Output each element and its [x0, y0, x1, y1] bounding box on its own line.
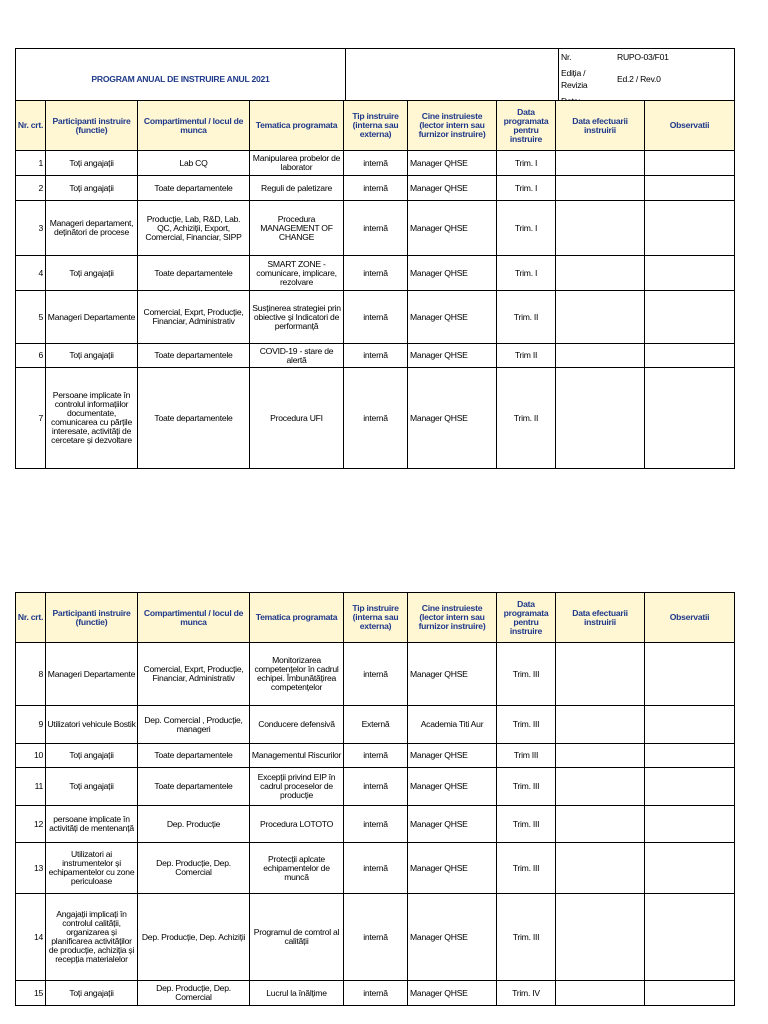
column-header-tematica: Tematica programata	[250, 101, 344, 151]
cell-nr-crt: 10	[16, 744, 46, 768]
cell-compartiment: Toate departamentele	[138, 176, 250, 201]
cell-data-programata: Trim. II	[497, 291, 556, 344]
cell-cine-instruieste: Manager QHSE	[408, 176, 497, 201]
cell-tematica: Procedura MANAGEMENT OF CHANGE	[250, 201, 344, 256]
cell-compartiment: Dep. Comercial , Producție, manageri	[138, 706, 250, 744]
cell-data-programata: Trim III	[497, 744, 556, 768]
cell-data-programata: Trim. I	[497, 151, 556, 176]
cell-data-efectuarii	[556, 344, 645, 368]
cell-tip-instruire: internă	[344, 643, 408, 706]
cell-cine-instruieste: Manager QHSE	[408, 201, 497, 256]
cell-tematica: Lucrul la înălțime	[250, 981, 344, 1006]
column-header-tip-instruire: Tip instruire (interna sau externa)	[344, 593, 408, 643]
table-row	[16, 643, 735, 706]
cell-tematica: Procedura UFI	[250, 368, 344, 469]
cell-cine-instruieste: Academia Titi Aur	[408, 706, 497, 744]
cell-nr-crt: 1	[16, 151, 46, 176]
cell-tematica: SMART ZONE - comunicare, implicare, rezolvare	[250, 256, 344, 291]
cell-cine-instruieste: Manager QHSE	[408, 151, 497, 176]
editie-label: Ediția / Revizia	[561, 68, 588, 90]
cell-tip-instruire: internă	[344, 151, 408, 176]
cell-data-programata: Trim. III	[497, 768, 556, 806]
nr-label: Nr.	[561, 52, 572, 62]
cell-observatii	[645, 894, 735, 981]
cell-tip-instruire: internă	[344, 768, 408, 806]
cell-nr-crt: 5	[16, 291, 46, 344]
cell-data-programata: Trim. III	[497, 894, 556, 981]
column-header-data-efectuarii: Data efectuarii instruirii	[556, 593, 645, 643]
cell-cine-instruieste: Manager QHSE	[408, 768, 497, 806]
cell-participanti: Persoane implicate în controlul informațiilor documentate, comunicarea cu părțile interesate, activități de cercetare și dezvoltare	[46, 368, 138, 469]
column-header-nr-crt: Nr. crt.	[16, 101, 46, 151]
cell-participanti: Manageri departament, deținători de procese	[46, 201, 138, 256]
cell-cine-instruieste: Manager QHSE	[408, 843, 497, 894]
table-row	[16, 176, 735, 201]
cell-data-programata: Trim. I	[497, 201, 556, 256]
cell-participanti: Toți angajații	[46, 151, 138, 176]
column-header-observatii: Observatii	[645, 101, 735, 151]
table-row	[16, 706, 735, 744]
cell-tip-instruire: internă	[344, 843, 408, 894]
cell-compartiment: Toate departamentele	[138, 256, 250, 291]
cell-cine-instruieste: Manager QHSE	[408, 744, 497, 768]
cell-data-efectuarii	[556, 706, 645, 744]
cell-data-efectuarii	[556, 744, 645, 768]
cell-nr-crt: 8	[16, 643, 46, 706]
cell-tematica: Monitorizarea competențelor în cadrul echipei. Îmbunătățirea competențelor	[250, 643, 344, 706]
cell-data-programata: Trim. I	[497, 176, 556, 201]
column-header-tip-instruire: Tip instruire (interna sau externa)	[344, 101, 408, 151]
cell-data-efectuarii	[556, 768, 645, 806]
cell-observatii	[645, 981, 735, 1006]
cell-tematica: Procedura LOTOTO	[250, 806, 344, 843]
cell-observatii	[645, 843, 735, 894]
cell-data-efectuarii	[556, 981, 645, 1006]
cell-nr-crt: 3	[16, 201, 46, 256]
training-table-1	[15, 100, 735, 469]
cell-tematica: Managementul Riscurilor	[250, 744, 344, 768]
table-row	[16, 744, 735, 768]
cell-tip-instruire: internă	[344, 806, 408, 843]
cell-data-programata: Trim. III	[497, 843, 556, 894]
cell-nr-crt: 13	[16, 843, 46, 894]
column-header-tematica: Tematica programata	[250, 593, 344, 643]
cell-participanti: persoane implicate în activități de mentenanță	[46, 806, 138, 843]
cell-observatii	[645, 768, 735, 806]
cell-tip-instruire: internă	[344, 368, 408, 469]
cell-compartiment: Toate departamentele	[138, 344, 250, 368]
cell-nr-crt: 14	[16, 894, 46, 981]
cell-data-efectuarii	[556, 201, 645, 256]
cell-observatii	[645, 706, 735, 744]
cell-tip-instruire: internă	[344, 981, 408, 1006]
cell-participanti: Manageri Departamente	[46, 291, 138, 344]
cell-compartiment: Dep. Producție	[138, 806, 250, 843]
nr-value: RUPO-03/F01	[617, 52, 669, 62]
cell-participanti: Manageri Departamente	[46, 643, 138, 706]
cell-tip-instruire: internă	[344, 344, 408, 368]
table-row	[16, 768, 735, 806]
cell-data-efectuarii	[556, 291, 645, 344]
cell-nr-crt: 9	[16, 706, 46, 744]
cell-compartiment: Comercial, Exprt, Producție, Financiar, Administrativ	[138, 291, 250, 344]
column-header-cine-instruieste: Cine instruieste (lector intern sau furnizor instruire)	[408, 101, 497, 151]
cell-participanti: Utilizatori vehicule Bostik	[46, 706, 138, 744]
cell-tip-instruire: internă	[344, 291, 408, 344]
table-row	[16, 201, 735, 256]
cell-observatii	[645, 744, 735, 768]
table-row	[16, 368, 735, 469]
column-header-compartiment: Compartimentul / locul de munca	[138, 101, 250, 151]
cell-compartiment: Lab CQ	[138, 151, 250, 176]
table-row	[16, 256, 735, 291]
cell-participanti: Toți angajații	[46, 981, 138, 1006]
column-header-data-efectuarii: Data efectuarii instruirii	[556, 101, 645, 151]
cell-tip-instruire: internă	[344, 201, 408, 256]
cell-cine-instruieste: Manager QHSE	[408, 643, 497, 706]
cell-tematica: Excepții privind EIP în cadrul proceselor de producție	[250, 768, 344, 806]
cell-tip-instruire: internă	[344, 894, 408, 981]
table-row	[16, 806, 735, 843]
cell-compartiment: Toate departamentele	[138, 744, 250, 768]
cell-compartiment: Comercial, Exprt, Producție, Financiar, Administrativ	[138, 643, 250, 706]
table-row	[16, 894, 735, 981]
cell-tip-instruire: internă	[344, 744, 408, 768]
cell-participanti: Angajații implicați în controlul calității, organizarea și planificarea activităților de producție, achiziția și recepția materialelor	[46, 894, 138, 981]
cell-data-efectuarii	[556, 843, 645, 894]
cell-cine-instruieste: Manager QHSE	[408, 344, 497, 368]
document-title: PROGRAM ANUAL DE INSTRUIRE ANUL 2021	[16, 49, 346, 110]
column-header-data-programata: Data programata pentru instruire	[497, 101, 556, 151]
cell-participanti: Toți angajații	[46, 176, 138, 201]
cell-data-efectuarii	[556, 256, 645, 291]
cell-tematica: COVID-19 - stare de alertă	[250, 344, 344, 368]
cell-participanti: Utilizatori ai instrumentelor și echipamentelor cu zone periculoase	[46, 843, 138, 894]
column-header-cine-instruieste: Cine instruieste (lector intern sau furnizor instruire)	[408, 593, 497, 643]
cell-nr-crt: 11	[16, 768, 46, 806]
cell-cine-instruieste: Manager QHSE	[408, 291, 497, 344]
cell-data-programata: Trim. III	[497, 706, 556, 744]
cell-tematica: Protecții aplcate echipamentelor de muncă	[250, 843, 344, 894]
cell-tematica: Manipularea probelor de laborator	[250, 151, 344, 176]
cell-data-efectuarii	[556, 806, 645, 843]
cell-participanti: Toți angajații	[46, 744, 138, 768]
column-header-nr-crt: Nr. crt.	[16, 593, 46, 643]
cell-participanti: Toți angajații	[46, 768, 138, 806]
column-header-observatii: Observatii	[645, 593, 735, 643]
editie-value: Ed.2 / Rev.0	[617, 74, 661, 84]
cell-data-programata: Trim. I	[497, 256, 556, 291]
cell-nr-crt: 7	[16, 368, 46, 469]
cell-tematica: Reguli de paletizare	[250, 176, 344, 201]
cell-nr-crt: 6	[16, 344, 46, 368]
cell-observatii	[645, 806, 735, 843]
cell-compartiment: Dep. Producție, Dep. Comercial	[138, 981, 250, 1006]
cell-data-programata: Trim. III	[497, 643, 556, 706]
cell-data-programata: Trim. IV	[497, 981, 556, 1006]
cell-observatii	[645, 643, 735, 706]
cell-observatii	[645, 176, 735, 201]
column-header-compartiment: Compartimentul / locul de munca	[138, 593, 250, 643]
column-header-participanti: Participanti instruire (functie)	[46, 593, 138, 643]
cell-nr-crt: 12	[16, 806, 46, 843]
cell-observatii	[645, 368, 735, 469]
cell-data-programata: Trim. II	[497, 368, 556, 469]
table-row	[16, 981, 735, 1006]
cell-compartiment: Producție, Lab, R&D, Lab. QC, Achiziții, Export, Comercial, Financiar, SIPP	[138, 201, 250, 256]
cell-data-efectuarii	[556, 368, 645, 469]
column-header-data-programata: Data programata pentru instruire	[497, 593, 556, 643]
cell-data-programata: Trim. III	[497, 806, 556, 843]
cell-cine-instruieste: Manager QHSE	[408, 256, 497, 291]
cell-participanti: Toți angajații	[46, 256, 138, 291]
cell-data-efectuarii	[556, 643, 645, 706]
cell-tematica: Programul de comtrol al calității	[250, 894, 344, 981]
cell-tip-instruire: internă	[344, 176, 408, 201]
table-row	[16, 151, 735, 176]
cell-tematica: Conducere defensivă	[250, 706, 344, 744]
cell-observatii	[645, 344, 735, 368]
table-row	[16, 843, 735, 894]
cell-tematica: Susținerea strategiei prin obiective și Indicatori de performanță	[250, 291, 344, 344]
cell-compartiment: Toate departamentele	[138, 368, 250, 469]
cell-cine-instruieste: Manager QHSE	[408, 806, 497, 843]
training-table-2	[15, 592, 735, 1006]
cell-nr-crt: 4	[16, 256, 46, 291]
cell-nr-crt: 2	[16, 176, 46, 201]
cell-cine-instruieste: Manager QHSE	[408, 368, 497, 469]
cell-observatii	[645, 291, 735, 344]
cell-observatii	[645, 256, 735, 291]
cell-compartiment: Toate departamentele	[138, 768, 250, 806]
cell-data-efectuarii	[556, 151, 645, 176]
cell-participanti: Toți angajații	[46, 344, 138, 368]
column-header-participanti: Participanti instruire (functie)	[46, 101, 138, 151]
cell-tip-instruire: Externă	[344, 706, 408, 744]
cell-data-efectuarii	[556, 176, 645, 201]
cell-nr-crt: 15	[16, 981, 46, 1006]
cell-compartiment: Dep. Producție, Dep. Achiziții	[138, 894, 250, 981]
cell-tip-instruire: internă	[344, 256, 408, 291]
cell-data-efectuarii	[556, 894, 645, 981]
table-row	[16, 291, 735, 344]
cell-observatii	[645, 151, 735, 176]
table-row	[16, 344, 735, 368]
cell-cine-instruieste: Manager QHSE	[408, 894, 497, 981]
cell-compartiment: Dep. Producție, Dep. Comercial	[138, 843, 250, 894]
cell-observatii	[645, 201, 735, 256]
cell-cine-instruieste: Manager QHSE	[408, 981, 497, 1006]
cell-data-programata: Trim II	[497, 344, 556, 368]
